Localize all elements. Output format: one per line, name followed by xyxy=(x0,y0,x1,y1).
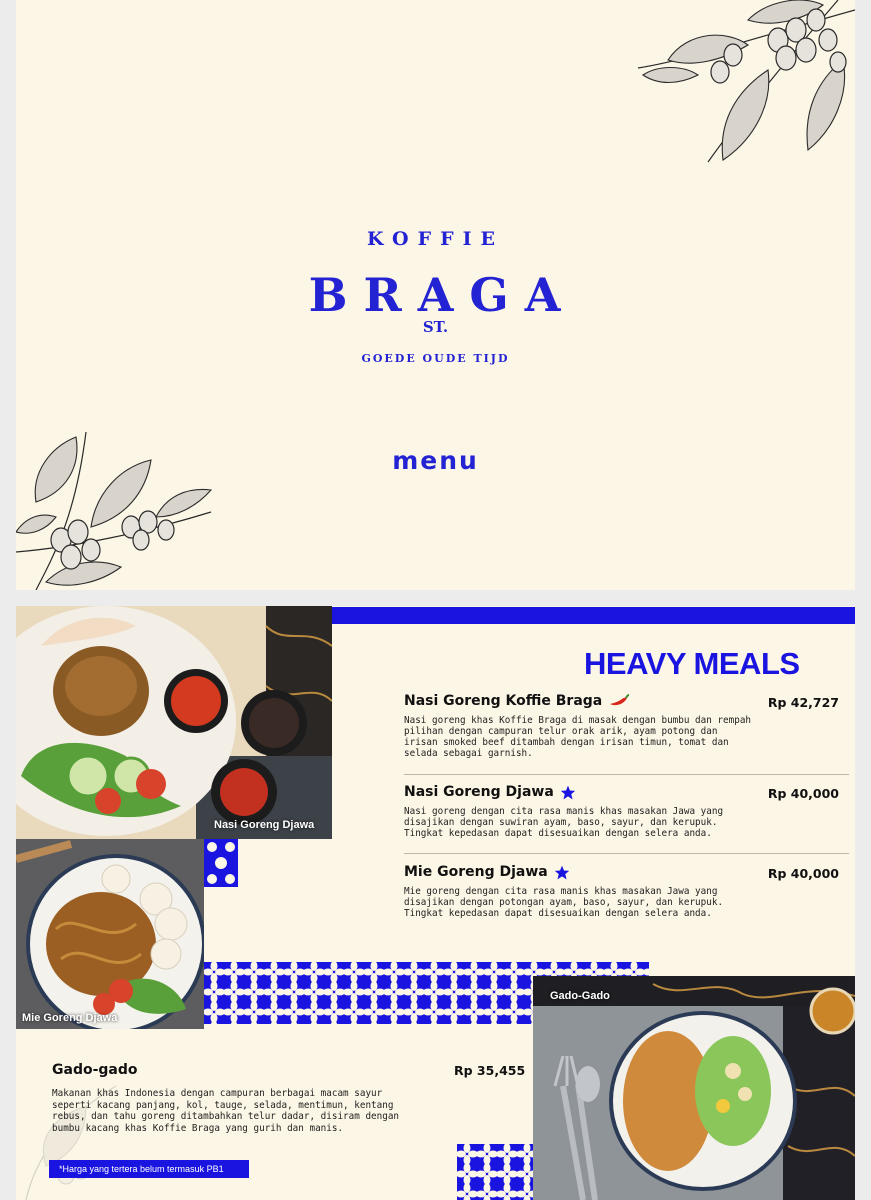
mie-goreng-photo xyxy=(16,839,204,1029)
section-header-bar xyxy=(332,607,855,624)
menu-item xyxy=(404,693,844,759)
menu-item-name: Nasi Goreng Djawa xyxy=(404,784,554,800)
menu-item-price: Rp 42,727 xyxy=(767,695,839,710)
brand-tagline: GOEDE OUDE TIJD xyxy=(361,352,510,365)
chili-icon xyxy=(608,694,630,708)
star-icon xyxy=(560,785,576,800)
brand-street: ST. xyxy=(422,318,449,336)
nasi-goreng-photo xyxy=(16,606,332,839)
menu-item-description: Makanan khas Indonesia dengan campuran berbagai macam sayur seperti kacang panjang, kol, tauge, selada, mentimun, kentang rebus, dan tahu goreng ditambahkan telur dadar, disiram dengan bumbu kacang khas Koffie Braga yang gurih dan manis. xyxy=(52,1088,400,1134)
item-divider xyxy=(404,774,849,775)
heavy-meals-page xyxy=(16,606,855,1200)
coffee-branch-illustration-top xyxy=(628,0,855,165)
mie-goreng-photo-caption: Mie Goreng Djawa xyxy=(22,1012,118,1024)
gado-gado-photo xyxy=(533,976,855,1200)
item-divider xyxy=(404,853,849,854)
menu-item-description: Nasi goreng khas Koffie Braga di masak dengan bumbu dan rempah pilihan dengan campuran telur orak arik, ayam potong dan irisan smoked beef ditambah dengan irisan timun, tomat dan selada sebagai garnish. xyxy=(404,715,752,759)
brand-name: BRAGA xyxy=(308,268,577,322)
gado-gado-photo-caption: Gado-Gado xyxy=(550,990,610,1002)
menu-heading: menu xyxy=(392,446,479,475)
menu-item-price: Rp 35,455 xyxy=(454,1063,526,1078)
menu-item-description: Mie goreng dengan cita rasa manis khas masakan Jawa yang disajikan dengan potongan ayam, baso, sayur, dan kerupuk. Tingkat kepedasan dapat disesuaikan dengan selera anda. xyxy=(404,886,724,919)
menu-item xyxy=(404,784,844,839)
brand-koffie-text: KOFFIE xyxy=(367,228,504,250)
menu-cover-page xyxy=(16,0,855,590)
menu-item xyxy=(404,864,844,919)
menu-item-name: Gado-gado xyxy=(52,1062,138,1078)
batik-pattern-bottom xyxy=(457,1144,533,1200)
menu-item-description: Nasi goreng dengan cita rasa manis khas masakan Jawa yang disajikan dengan suwiran ayam, baso, sayur, dan kerupuk. Tingkat kepedasan dapat disesuaikan dengan selera anda. xyxy=(404,806,724,839)
menu-item-name: Mie Goreng Djawa xyxy=(404,864,548,880)
coffee-branch-illustration-bottom xyxy=(16,432,216,590)
section-title: HEAVY MEALS xyxy=(584,646,800,681)
star-icon xyxy=(554,865,570,880)
menu-item-price: Rp 40,000 xyxy=(767,866,839,881)
menu-item-price: Rp 40,000 xyxy=(767,786,839,801)
batik-pattern-small xyxy=(204,839,238,887)
tax-note: *Harga yang tertera belum termasuk PB1 xyxy=(49,1160,249,1178)
menu-item-name: Nasi Goreng Koffie Braga xyxy=(404,693,603,709)
nasi-goreng-photo-caption: Nasi Goreng Djawa xyxy=(214,819,315,831)
